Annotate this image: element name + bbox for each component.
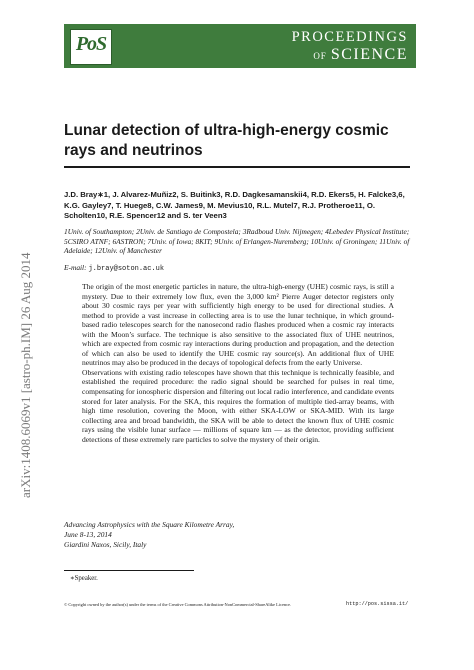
email-line xyxy=(64,263,164,273)
of-science-label xyxy=(313,46,408,64)
email-address[interactable]: j.bray@soton.ac.uk xyxy=(88,265,165,273)
paper-title: Lunar detection of ultra-high-energy cosmic rays and neutrinos xyxy=(64,122,389,159)
copyright-notice: © Copyright owned by the author(s) under the terms of the Creative Commons Attribution-NonCommercial-ShareAlike Licence. xyxy=(64,602,292,607)
pos-logo-text: PoS xyxy=(75,33,107,55)
proceedings-label: PROCEEDINGS xyxy=(291,29,408,45)
author-list: J.D. Bray∗1, J. Alvarez-Muñiz2, S. Buitink3, R.D. Dagkesamanskii4, R.D. Ekers5, H. Falcke3,6, K.G. Gayley7, T. Huege8, C.W. James9, M. Mevius10, R.L. Mutel7, R.J. Protheroe11, O. Scholten10, R.E. Spencer12 and S. ter Veen3 xyxy=(64,190,405,220)
abstract xyxy=(82,282,394,444)
footnote-rule xyxy=(64,570,194,571)
conference-dates: June 8-13, 2014 xyxy=(64,529,112,539)
conference-place: Giardini Naxos, Sicily, Italy xyxy=(64,539,147,549)
email-label: E-mail: xyxy=(64,263,87,272)
conference-name: Advancing Astrophysics with the Square Kilometre Array, xyxy=(64,520,235,529)
footnote: ∗Speaker. xyxy=(70,575,98,582)
pos-url[interactable]: http://pos.sissa.it/ xyxy=(346,601,409,607)
science-label: SCIENCE xyxy=(330,46,408,63)
of-label: OF xyxy=(313,51,327,61)
affiliations: 1Univ. of Southampton; 2Univ. de Santiago de Compostela; 3Radboud Univ. Nijmegen; 4Lebedev Physical Institute; 5CSIRO ATNF; 6ASTRON; 7Univ. of Iowa; 8KIT; 9Univ. of Erlangen-Nuremberg; 10Univ. of Groningen; 11Univ. of Adelaide; 12Univ. of Manchester xyxy=(64,227,410,255)
pos-logo xyxy=(70,29,112,65)
conference-info xyxy=(64,520,384,549)
abstract-paragraph-2: Observations with existing radio telescopes have shown that this technique is technically feasible, and established the required procedure: the radio signal should be searched for pulses in real time, compensating for ionospheric dispersion and filtering out local radio interference, and candidate events stored for later analysis. For the SKA, this requires the formation of multiple tied-array beams, with high time resolution, covering the Moon, with either SKA-LOW or SKA-MID. With its large collecting area and broad bandwidth, the SKA will be able to detect the known flux of UHE cosmic rays using the visible lunar surface — millions of square km — as the detector, providing sufficient detections of these extremely rare particles to solve the mystery of their origin. xyxy=(82,367,394,444)
pos-banner xyxy=(64,24,416,68)
abstract-paragraph-1: The origin of the most energetic particles in nature, the ultra-high-energy (UHE) cosmic rays, is still a mystery. Due to their extremely low flux, even the 3,000 km² Pierre Auger detector registers only about 30 cosmic rays per year with sufficiently high energy to be used for directional studies. A method to provide a vast increase in collecting area is to use the lunar technique, in which ground-based radio telescopes search for the nanosecond radio flashes produced when a cosmic ray interacts with the Moon’s surface. The technique is also sensitive to the associated flux of UHE neutrinos, which are expected from cosmic ray interactions during production and propagation, and the detection of which can also be used to identify the UHE cosmic ray source(s). An additional flux of UHE neutrinos may also be produced in the decays of topological defects from the early Universe. xyxy=(82,282,394,368)
title-rule xyxy=(64,166,410,168)
arxiv-stamp: arXiv:1408.6069v1 [astro-ph.IM] 26 Aug 2014 xyxy=(18,252,33,498)
